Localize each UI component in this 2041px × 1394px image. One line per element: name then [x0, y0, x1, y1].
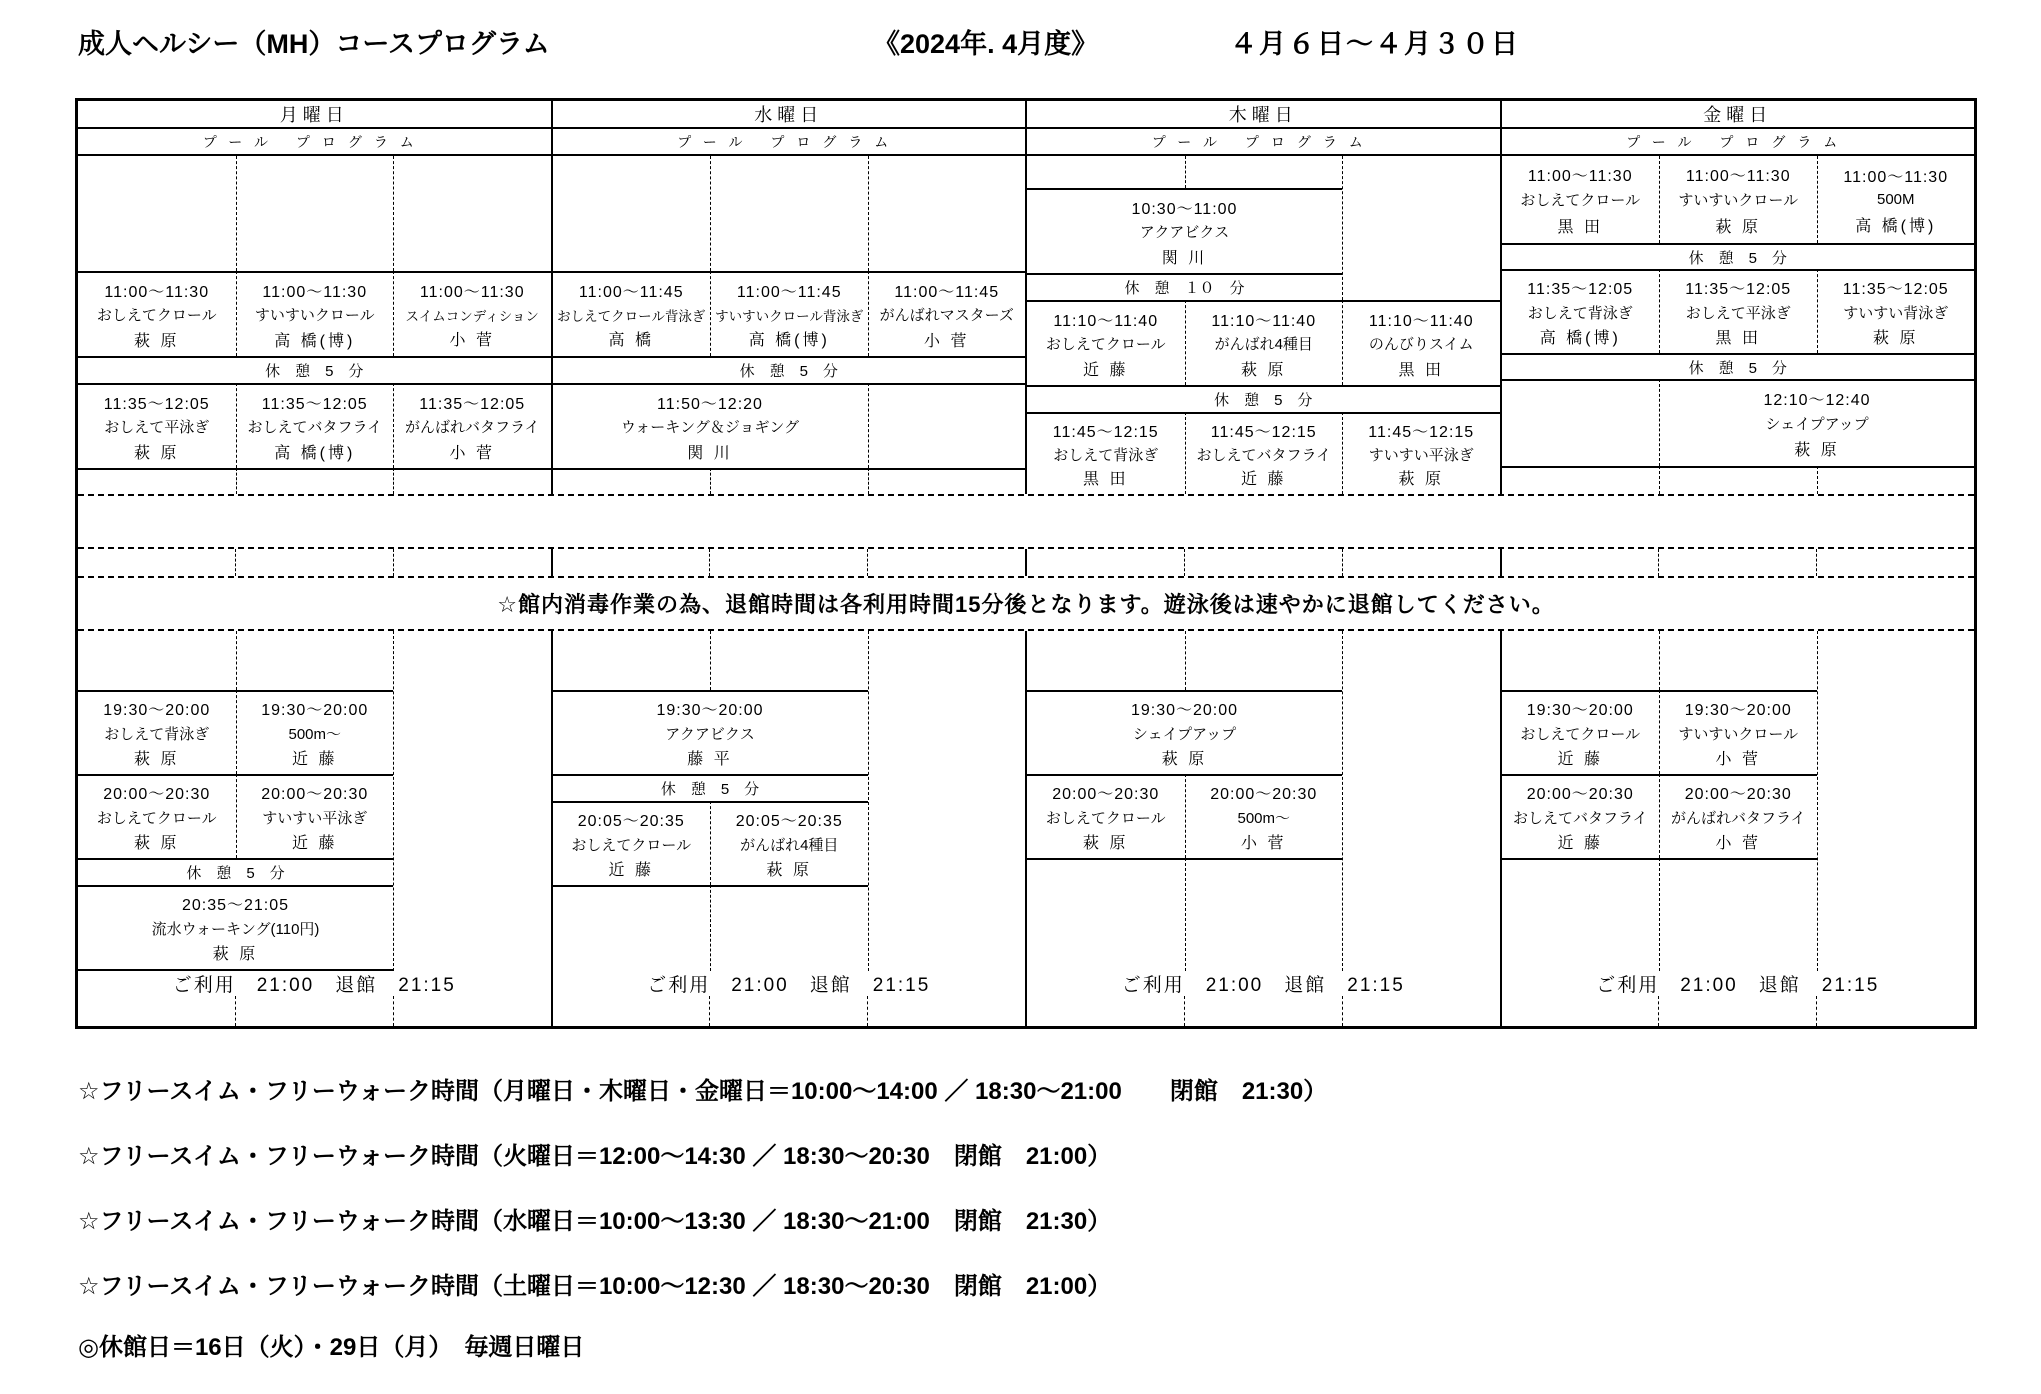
empty-cell — [1184, 549, 1342, 576]
day-column-monday-evening — [78, 631, 551, 971]
lesson-slot — [868, 271, 1026, 356]
lesson-slot — [1659, 156, 1817, 243]
lesson-teacher: 萩 原 — [134, 834, 180, 852]
lesson-name: おしえてバタフライ — [1196, 446, 1332, 464]
break-row: 休 憩 5 分 — [78, 356, 551, 383]
lesson-slot — [1027, 774, 1185, 858]
empty-cell — [393, 156, 551, 271]
lesson-time: 11:35～12:05 — [261, 395, 368, 413]
page-title — [78, 22, 1978, 62]
empty-cell — [553, 885, 711, 971]
lesson-teacher: 萩 原 — [134, 444, 180, 462]
spacer-section — [551, 996, 1026, 1026]
lesson-time: 19:30～20:00 — [1130, 702, 1239, 720]
lesson-teacher: 近 藤 — [1241, 471, 1287, 489]
empty-cell — [1342, 156, 1500, 300]
pool-program-label: プール プログラム — [1502, 129, 1975, 156]
lesson-name: 500M — [1876, 191, 1915, 208]
lesson-time: 10:30～11:00 — [1131, 200, 1238, 218]
spacer-section — [1500, 549, 1975, 576]
empty-cell — [553, 996, 710, 1026]
empty-cell — [868, 468, 1026, 494]
evening-band — [78, 631, 1974, 971]
lesson-teacher: 黒 田 — [1715, 329, 1761, 347]
lesson-teacher: 高 橋(博) — [1539, 329, 1621, 347]
lesson-slot — [1027, 412, 1185, 494]
lesson-slot — [393, 271, 551, 356]
break-row: 休 憩 5 分 — [553, 774, 868, 801]
lesson-time: 11:00～11:30 — [1843, 168, 1949, 186]
lesson-slot — [1027, 300, 1185, 385]
lesson-slot — [1502, 690, 1660, 774]
day-column-thursday — [1025, 101, 1500, 494]
title-period: 《2024年. 4月度》 — [873, 29, 1099, 59]
lesson-teacher: 萩 原 — [1794, 442, 1840, 459]
empty-cell — [1027, 156, 1185, 188]
thursday-morning-grid — [1027, 156, 1500, 494]
empty-cell — [710, 885, 868, 971]
lesson-time: 11:00～11:30 — [104, 283, 210, 301]
empty-cell — [1659, 466, 1817, 494]
lesson-teacher: 黒 田 — [1083, 471, 1129, 489]
lesson-slot — [393, 383, 551, 468]
break-row: 休 憩 5 分 — [553, 356, 1026, 383]
empty-cell — [553, 468, 711, 494]
lesson-teacher: 高 橋 — [608, 332, 654, 350]
empty-cell — [1185, 858, 1343, 971]
day-header-thursday: 木曜日 — [1027, 101, 1500, 129]
lesson-name: おしえてクロール — [96, 809, 217, 827]
lesson-name: おしえて平泳ぎ — [104, 419, 210, 436]
lesson-name: すいすい平泳ぎ — [262, 809, 368, 827]
empty-cell — [236, 631, 394, 690]
empty-cell — [1185, 631, 1343, 690]
monday-morning-grid — [78, 156, 551, 494]
lesson-time: 19:30～20:00 — [261, 702, 369, 720]
lesson-slot — [78, 690, 236, 774]
lesson-slot — [236, 383, 394, 468]
lesson-teacher: 藤 平 — [687, 750, 733, 768]
lesson-slot — [1659, 690, 1817, 774]
lesson-teacher: 萩 原 — [1715, 218, 1761, 236]
wednesday-morning-grid — [553, 156, 1026, 494]
pool-program-label: プール プログラム — [553, 129, 1026, 156]
lesson-name: おしえてクロール — [1045, 809, 1166, 827]
empty-cell — [1502, 549, 1659, 576]
lesson-name: おしえて背泳ぎ — [1053, 446, 1159, 464]
empty-cell — [1659, 631, 1817, 690]
lesson-name: がんばれマスターズ — [879, 307, 1014, 324]
lesson-slot — [1185, 412, 1343, 494]
lesson-name: シェイプアップ — [1132, 725, 1237, 743]
lesson-name: 流水ウォーキング(110円) — [151, 920, 320, 938]
lesson-slot — [1502, 774, 1660, 858]
lesson-time: 20:05～20:35 — [577, 813, 685, 831]
lesson-name: 500m～ — [1237, 809, 1291, 827]
day-header-wednesday: 水曜日 — [553, 101, 1026, 129]
empty-cell — [1027, 549, 1184, 576]
empty-cell — [710, 156, 868, 271]
lesson-name: おしえてクロール — [1045, 336, 1166, 353]
lesson-name: がんばれバタフライ — [1670, 809, 1806, 827]
checkout-thursday: ご利用 21:00 退館 21:15 — [1025, 971, 1500, 996]
empty-cell — [553, 549, 710, 576]
free-swim-note-2: ☆フリースイム・フリーウォーク時間（火曜日＝12:00～14:30 ／ 18:30～20:30 閉館 21:00） — [78, 1143, 1112, 1170]
lesson-teacher: 関 川 — [1161, 249, 1208, 267]
lesson-name: ウォーキング＆ジョギング — [620, 419, 800, 436]
lesson-teacher: 萩 原 — [1161, 750, 1208, 768]
lesson-time: 11:00～11:45 — [578, 283, 684, 301]
empty-cell — [1342, 631, 1500, 971]
lesson-teacher: 小 菅 — [924, 332, 970, 350]
lesson-time: 11:45～12:15 — [1368, 423, 1475, 441]
lesson-time: 20:05～20:35 — [735, 813, 843, 831]
lesson-teacher: 高 橋(博) — [274, 444, 356, 462]
lesson-teacher: 小 菅 — [1715, 834, 1761, 852]
lesson-name: おしえてクロール背泳ぎ — [557, 308, 706, 324]
day-header-monday: 月曜日 — [78, 101, 551, 129]
empty-cell — [1027, 631, 1185, 690]
lesson-time: 11:00～11:30 — [262, 283, 368, 301]
thursday-evening-grid — [1027, 631, 1500, 971]
empty-cell — [1817, 631, 1975, 971]
empty-cell — [1027, 996, 1184, 1026]
lesson-teacher: 小 菅 — [449, 332, 495, 350]
empty-cell — [1502, 858, 1660, 971]
day-column-friday-evening — [1500, 631, 1975, 971]
disinfection-notice: ☆館内消毒作業の為、退館時間は各利用時間15分後となります。遊泳後は速やかに退館してください。 — [497, 592, 1555, 617]
day-header-friday: 金曜日 — [1502, 101, 1975, 129]
lesson-teacher: 小 菅 — [1241, 834, 1287, 852]
lesson-time: 11:35～12:05 — [419, 395, 526, 413]
lesson-time: 11:00～11:45 — [894, 283, 1000, 301]
spacer-row — [78, 549, 1974, 576]
lesson-teacher: 高 橋(博) — [748, 332, 830, 350]
pool-program-label: プール プログラム — [1027, 129, 1500, 156]
lesson-teacher: 萩 原 — [1083, 834, 1129, 852]
free-swim-note-4: ☆フリースイム・フリーウォーク時間（土曜日＝10:00～12:30 ／ 18:30～20:30 閉館 21:00） — [78, 1273, 1112, 1300]
schedule-table — [75, 98, 1977, 1029]
bottom-spacer-row — [78, 996, 1974, 1026]
empty-cell — [236, 468, 394, 494]
pool-program-label: プール プログラム — [78, 129, 551, 156]
empty-cell — [1816, 549, 1974, 576]
empty-cell — [1502, 631, 1660, 690]
lesson-teacher: 小 菅 — [1715, 750, 1761, 768]
free-swim-note-3: ☆フリースイム・フリーウォーク時間（水曜日＝10:00～13:30 ／ 18:30～21:00 閉館 21:30） — [78, 1208, 1112, 1235]
empty-cell — [1502, 996, 1659, 1026]
lesson-name: おしえて背泳ぎ — [1527, 304, 1633, 322]
lesson-name: スイムコンディション — [405, 308, 539, 324]
day-column-wednesday-evening — [551, 631, 1026, 971]
wednesday-evening-grid — [553, 631, 1026, 971]
lesson-slot — [710, 801, 868, 885]
lesson-teacher: 高 橋(博) — [274, 332, 356, 350]
lesson-slot — [1502, 269, 1660, 353]
spacer-section — [551, 549, 1026, 576]
lesson-name: がんばれバタフライ — [404, 419, 540, 436]
empty-gap-row — [78, 494, 1974, 549]
lesson-name: すいすい背泳ぎ — [1843, 304, 1949, 322]
lesson-slot — [553, 801, 711, 885]
lesson-name: おしえてクロール — [571, 836, 692, 854]
empty-cell — [1342, 549, 1500, 576]
lesson-time: 20:00～20:30 — [1684, 786, 1792, 804]
empty-cell — [393, 549, 551, 576]
empty-cell — [1185, 156, 1343, 188]
lesson-slot — [1659, 269, 1817, 353]
lesson-slot — [236, 271, 394, 356]
lesson-name: おしえてクロール — [96, 307, 217, 324]
lesson-slot — [78, 774, 236, 858]
lesson-slot — [78, 885, 393, 971]
friday-evening-grid — [1502, 631, 1975, 971]
lesson-slot — [236, 774, 394, 858]
lesson-time: 11:10～11:40 — [1368, 312, 1474, 330]
empty-cell — [710, 631, 868, 690]
empty-cell — [393, 631, 551, 971]
lesson-teacher: 小 菅 — [449, 444, 495, 462]
empty-cell — [1184, 996, 1342, 1026]
empty-cell — [709, 996, 867, 1026]
lesson-time: 11:50～12:20 — [657, 395, 763, 413]
notice-row — [78, 576, 1974, 631]
checkout-friday: ご利用 21:00 退館 21:15 — [1500, 971, 1975, 996]
lesson-teacher: 萩 原 — [1241, 361, 1287, 379]
lesson-slot — [1342, 300, 1500, 385]
lesson-slot — [1027, 690, 1342, 774]
lesson-time: 19:30～20:00 — [1684, 702, 1792, 720]
morning-band — [78, 101, 1974, 494]
empty-cell — [1658, 996, 1816, 1026]
lesson-name: おしえてバタフライ — [1512, 809, 1648, 827]
day-column-thursday-evening — [1025, 631, 1500, 971]
free-swim-notes — [78, 1056, 1327, 1316]
lesson-slot — [236, 690, 394, 774]
empty-cell — [78, 468, 236, 494]
empty-cell — [867, 996, 1025, 1026]
empty-cell — [1027, 858, 1185, 971]
spacer-section — [78, 549, 551, 576]
lesson-time: 11:35～12:05 — [1842, 281, 1949, 299]
empty-cell — [236, 156, 394, 271]
lesson-slot — [1817, 156, 1975, 243]
friday-morning-grid — [1502, 156, 1975, 494]
lesson-slot — [553, 271, 711, 356]
empty-cell — [553, 631, 711, 690]
closed-days-note: ◎休館日＝16日（火）・29日（月） 毎週日曜日 — [78, 1333, 585, 1361]
lesson-name: アクアビクス — [665, 725, 755, 743]
lesson-time: 11:45～12:15 — [1052, 423, 1159, 441]
empty-cell — [393, 468, 551, 494]
lesson-teacher: 萩 原 — [1873, 329, 1919, 347]
empty-cell — [1502, 466, 1660, 494]
lesson-name: すいすい平泳ぎ — [1368, 446, 1474, 464]
break-row: 休 憩 １０ 分 — [1027, 273, 1342, 300]
break-row: 休 憩 5 分 — [1027, 385, 1500, 412]
monday-evening-grid — [78, 631, 551, 971]
empty-cell — [1817, 466, 1975, 494]
lesson-teacher: 関 川 — [687, 444, 733, 462]
lesson-time: 20:35～21:05 — [181, 897, 290, 915]
lesson-time: 11:00～11:30 — [1685, 167, 1791, 185]
lesson-name: 500m～ — [288, 725, 342, 743]
checkout-row — [78, 971, 1974, 996]
lesson-teacher: 近 藤 — [1557, 750, 1603, 768]
lesson-teacher: 萩 原 — [134, 750, 180, 768]
empty-cell — [78, 631, 236, 690]
checkout-wednesday: ご利用 21:00 退館 21:15 — [551, 971, 1026, 996]
lesson-teacher: 高 橋(博) — [1855, 217, 1937, 235]
lesson-time: 19:30～20:00 — [103, 702, 211, 720]
lesson-teacher: 近 藤 — [292, 750, 338, 768]
lesson-time: 11:10～11:40 — [1211, 312, 1317, 330]
lesson-time: 19:30～20:00 — [1526, 702, 1634, 720]
lesson-teacher: 近 藤 — [1083, 361, 1129, 379]
break-row: 休 憩 5 分 — [1502, 353, 1975, 379]
lesson-name: おしえてクロール — [1520, 192, 1641, 209]
lesson-time: 20:00～20:30 — [1526, 786, 1634, 804]
empty-cell — [867, 549, 1025, 576]
lesson-time: 20:00～20:30 — [103, 786, 211, 804]
empty-cell — [1342, 996, 1500, 1026]
lesson-slot — [553, 690, 868, 774]
empty-cell — [553, 156, 711, 271]
lesson-slot — [553, 383, 868, 468]
lesson-time: 11:00～11:45 — [736, 283, 842, 301]
empty-cell — [1659, 858, 1817, 971]
lesson-slot — [1342, 412, 1500, 494]
lesson-time: 12:10～12:40 — [1763, 392, 1871, 409]
spacer-section — [1500, 996, 1975, 1026]
spacer-section — [1025, 549, 1500, 576]
lesson-time: 11:35～12:05 — [1685, 281, 1792, 299]
lesson-teacher: 萩 原 — [134, 332, 180, 350]
lesson-slot — [78, 271, 236, 356]
lesson-name: シェイプアップ — [1765, 416, 1869, 433]
spacer-section — [1025, 996, 1500, 1026]
lesson-name: すいすいクロール — [1678, 725, 1799, 743]
lesson-time: 20:00～20:30 — [1210, 786, 1318, 804]
lesson-time: 19:30～20:00 — [656, 702, 764, 720]
lesson-name: のんびりスイム — [1368, 336, 1474, 353]
lesson-time: 11:00～11:30 — [1527, 167, 1633, 185]
lesson-slot — [78, 383, 236, 468]
empty-cell — [393, 996, 551, 1026]
title-date-range: ４月６日～４月３０日 — [1230, 29, 1520, 59]
lesson-time: 20:00～20:30 — [261, 786, 369, 804]
lesson-time: 11:10～11:40 — [1053, 312, 1159, 330]
lesson-name: すいすいクロール — [1678, 192, 1799, 209]
empty-cell — [709, 549, 867, 576]
lesson-time: 11:35～12:05 — [1527, 281, 1634, 299]
lesson-name: おしえてクロール — [1520, 725, 1641, 743]
checkout-monday: ご利用 21:00 退館 21:15 — [172, 975, 456, 996]
lesson-teacher: 近 藤 — [1557, 834, 1603, 852]
lesson-slot — [1185, 300, 1343, 385]
empty-cell — [78, 996, 235, 1026]
spacer-section — [78, 996, 551, 1026]
program-title: 成人ヘルシー（MH）コースプログラム — [78, 29, 550, 59]
break-row: 休 憩 5 分 — [1502, 243, 1975, 269]
empty-cell — [710, 468, 868, 494]
lesson-time: 11:45～12:15 — [1210, 423, 1317, 441]
empty-cell — [235, 549, 393, 576]
lesson-teacher: 萩 原 — [1398, 471, 1444, 489]
empty-cell — [868, 383, 1026, 468]
lesson-slot — [1659, 379, 1974, 466]
lesson-teacher: 萩 原 — [766, 861, 812, 879]
lesson-time: 11:35～12:05 — [103, 395, 210, 413]
lesson-teacher: 近 藤 — [608, 861, 654, 879]
lesson-slot — [1185, 774, 1343, 858]
lesson-name: アクアビクス — [1139, 224, 1230, 241]
break-row: 休 憩 5 分 — [78, 858, 393, 885]
empty-cell — [78, 549, 235, 576]
empty-cell — [868, 631, 1026, 971]
free-swim-note-1: ☆フリースイム・フリーウォーク時間（月曜日・木曜日・金曜日＝10:00～14:00 ／ 18:30～21:00 閉館 21:30） — [78, 1078, 1328, 1105]
lesson-name: がんばれ4種目 — [1214, 336, 1313, 353]
empty-cell — [1816, 996, 1974, 1026]
day-column-monday — [78, 101, 551, 494]
lesson-slot — [1502, 156, 1660, 243]
lesson-slot — [710, 271, 868, 356]
empty-cell — [868, 156, 1026, 271]
lesson-slot — [1027, 188, 1342, 273]
lesson-slot — [1659, 774, 1817, 858]
lesson-name: おしえて平泳ぎ — [1685, 304, 1791, 322]
lesson-name: がんばれ4種目 — [740, 836, 839, 854]
lesson-teacher: 黒 田 — [1398, 361, 1444, 379]
lesson-name: すいすいクロール背泳ぎ — [715, 308, 864, 324]
empty-cell — [1502, 379, 1660, 466]
lesson-teacher: 黒 田 — [1557, 218, 1603, 236]
lesson-name: おしえてバタフライ — [247, 419, 383, 436]
lesson-name: おしえて背泳ぎ — [104, 725, 210, 743]
empty-cell — [78, 156, 236, 271]
lesson-teacher: 萩 原 — [212, 945, 259, 963]
empty-cell — [1658, 549, 1816, 576]
lesson-time: 11:00～11:30 — [419, 283, 525, 301]
lesson-slot — [1817, 269, 1975, 353]
day-column-friday — [1500, 101, 1975, 494]
day-column-wednesday — [551, 101, 1026, 494]
empty-cell — [235, 996, 393, 1026]
lesson-time: 20:00～20:30 — [1052, 786, 1160, 804]
lesson-teacher: 近 藤 — [292, 834, 338, 852]
lesson-name: すいすいクロール — [254, 307, 375, 324]
